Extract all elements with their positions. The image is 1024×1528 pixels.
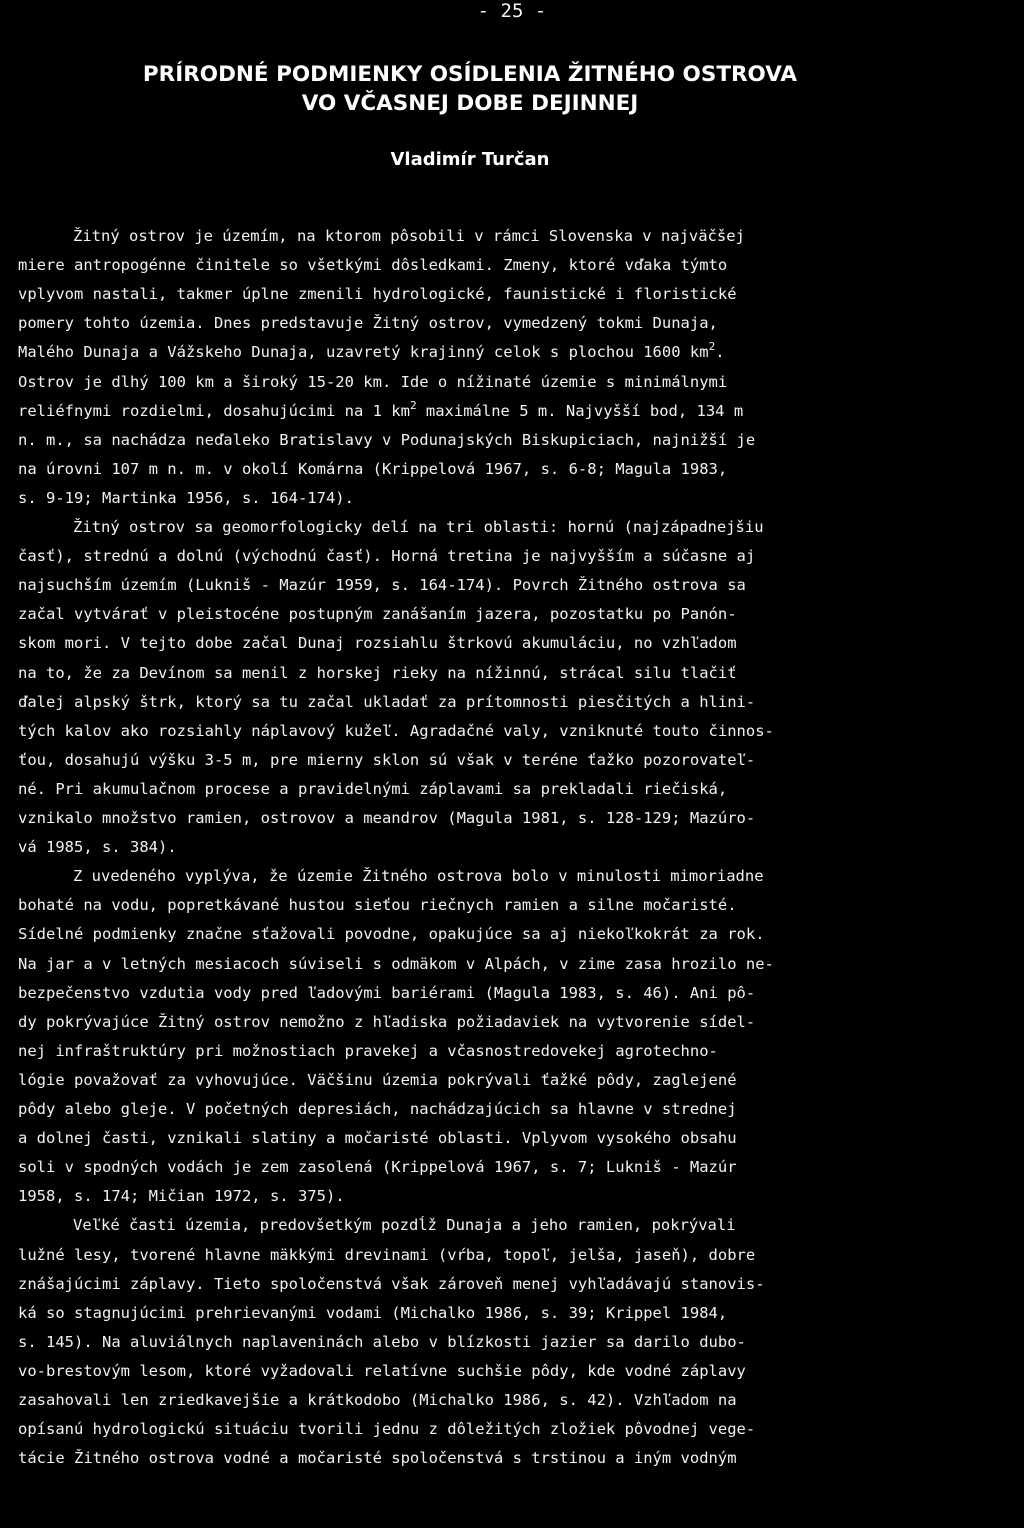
body-line-text: tácie Žitného ostrova vodné a močaristé spoločenstvá s trstinou a iným vodným <box>18 1449 737 1468</box>
superscript: 2 <box>708 340 716 354</box>
body-line-text: pomery tohto územia. Dnes predstavuje Žitný ostrov, vymedzený tokmi Dunaja, <box>18 314 718 333</box>
body-line-text: časť), strednú a dolnú (východnú časť). Horná tretina je najvyšším a súčasne aj <box>18 547 756 566</box>
body-line <box>73 1215 736 1235</box>
body-line-text: Malého Dunaja a Vážskeho Dunaja, uzavretý krajinný celok s plochou 1600 km <box>18 343 709 362</box>
body-line-text: začal vytvárať v pleistocéne postupným zanášaním jazera, pozostatku po Panón- <box>18 605 737 624</box>
body-line <box>18 342 725 362</box>
body-line <box>18 779 727 799</box>
page-number: - 25 - <box>477 0 547 22</box>
body-line <box>18 1070 737 1090</box>
body-line <box>73 517 764 537</box>
body-line-text: vo-brestovým lesom, ktoré vyžadovali relatívne suchšie pôdy, kde vodné záplavy <box>18 1361 746 1380</box>
body-line <box>18 1419 755 1439</box>
body-line <box>18 430 755 450</box>
body-line-text: ká so stagnujúcimi prehrievanými vodami (Michalko 1986, s. 39; Krippel 1984, <box>18 1303 728 1322</box>
body-line-text: ďalej alpský štrk, ktorý sa tu začal ukladať za prítomnosti piesčitých a hlini- <box>18 692 756 711</box>
body-line-text-continued: . <box>715 343 725 362</box>
body-line-text: bezpečenstvo vzdutia vody pred ľadovými bariérami (Magula 1983, s. 46). Ani pô- <box>18 983 756 1002</box>
body-line <box>18 837 177 857</box>
body-line <box>18 983 755 1003</box>
body-line <box>18 633 737 653</box>
body-line-text: opísanú hydrologickú situáciu tvorili jednu z dôležitých zložiek pôvodnej vege- <box>18 1420 756 1439</box>
author-name: Vladimír Turčan <box>390 149 550 170</box>
body-line-text: miere antropogénne činitele so všetkými dôsledkami. Zmeny, ktoré vďaka týmto <box>18 256 728 275</box>
body-line-text: Veľké časti územia, predovšetkým pozdĺž Dunaja a jeho ramien, pokrývali <box>73 1216 736 1235</box>
body-line <box>18 1361 746 1381</box>
body-line <box>18 1448 737 1468</box>
body-line <box>18 1303 727 1323</box>
body-line <box>18 372 727 392</box>
body-line-text: Sídelné podmienky značne sťažovali povodne, opakujúce sa aj niekoľkokrát za rok. <box>18 925 765 944</box>
body-line <box>18 1245 755 1265</box>
body-line-text: nej infraštruktúry pri možnostiach pravekej a včasnostredovekej agrotechno- <box>18 1041 718 1060</box>
body-line-text: Žitný ostrov sa geomorfologicky delí na tri oblasti: hornú (najzápadnejšiu <box>73 518 764 536</box>
body-line-text: tých kalov ako rozsiahly náplavový kužeľ. Agradačné valy, vzniknuté touto činnos- <box>18 721 774 740</box>
body-line <box>18 1099 737 1119</box>
body-line <box>18 808 755 828</box>
body-line <box>18 1390 737 1410</box>
body-line-text: soli v spodných vodách je zem zasolená (Krippelová 1967, s. 7; Lukniš - Mazúr <box>18 1158 737 1177</box>
body-line <box>18 1012 755 1032</box>
body-line <box>18 1128 737 1148</box>
body-line-text: na úrovni 107 m n. m. v okolí Komárna (Krippelová 1967, s. 6-8; Magula 1983, <box>18 459 728 478</box>
body-line <box>18 284 737 304</box>
body-line <box>18 575 746 595</box>
body-line-text: vplyvom nastali, takmer úplne zmenili hydrologické, faunistické i floristické <box>18 285 737 304</box>
body-line-text: bohaté na vodu, popretkávané hustou sieťou riečnych ramien a silne močaristé. <box>18 896 737 915</box>
body-line <box>18 721 774 741</box>
body-line-text: Žitný ostrov je územím, na ktorom pôsobili v rámci Slovenska v najväčšej <box>73 227 745 245</box>
body-line-text: najsuchším územím (Lukniš - Mazúr 1959, s. 164-174). Povrch Žitného ostrova sa <box>18 576 746 595</box>
body-line <box>18 313 718 333</box>
body-line-text: dy pokrývajúce Žitný ostrov nemožno z hľadiska požiadaviek na vytvorenie sídel- <box>18 1012 756 1031</box>
body-line <box>18 459 727 479</box>
body-line <box>18 1157 737 1177</box>
body-line-text: a dolnej časti, vznikali slatiny a močaristé oblasti. Vplyvom vysokého obsahu <box>18 1129 737 1148</box>
body-line-text: ťou, dosahujú výšku 3-5 m, pre mierny sklon sú však v teréne ťažko pozorovateľ- <box>18 750 756 769</box>
body-line-text: s. 145). Na aluviálnych naplaveninách alebo v blízkosti jazier sa darilo dubo- <box>18 1332 746 1351</box>
body-line-text: reliéfnymi rozdielmi, dosahujúcimi na 1 km <box>18 401 410 420</box>
body-line-text: Ostrov je dlhý 100 km a široký 15-20 km. Ide o nížinaté územie s minimálnymi <box>18 372 728 391</box>
body-line-text: lógie považovať za vyhovujúce. Väčšinu územia pokrývali ťažké pôdy, zaglejené <box>18 1070 737 1089</box>
title-line-2: VO VČASNEJ DOBE DEJINNEJ <box>301 91 639 116</box>
body-line-text: zasahovali len zriedkavejšie a krátkodobo (Michalko 1986, s. 42). Vzhľadom na <box>18 1391 737 1409</box>
body-line <box>18 954 774 974</box>
body-line <box>18 1041 718 1061</box>
body-line-text: lužné lesy, tvorené hlavne mäkkými drevinami (vŕba, topoľ, jelša, jaseň), dobre <box>18 1245 756 1264</box>
title-line-1: PRÍRODNÉ PODMIENKY OSÍDLENIA ŽITNÉHO OSTROVA <box>142 62 798 87</box>
body-line-text: s. 9-19; Martinka 1956, s. 164-174). <box>18 488 354 507</box>
body-line <box>18 692 755 712</box>
body-line <box>18 750 755 770</box>
body-line <box>18 663 737 683</box>
body-line <box>18 924 765 944</box>
body-line <box>18 1186 345 1206</box>
body-line-text: znášajúcimi záplavy. Tieto spoločenstvá však zároveň menej vyhľadávajú stanovis- <box>18 1274 765 1293</box>
body-line <box>18 1274 765 1294</box>
superscript: 2 <box>409 398 417 412</box>
body-line-text: skom mori. V tejto dobe začal Dunaj rozsiahlu štrkovú akumuláciu, no vzhľadom <box>18 634 737 653</box>
body-line-text: né. Pri akumulačnom procese a pravidelnými záplavami sa prekladali riečiská, <box>18 779 728 798</box>
body-line <box>73 866 764 886</box>
body-line <box>18 604 737 624</box>
body-line <box>18 398 744 421</box>
body-line <box>18 546 755 566</box>
body-line-text-continued: maximálne 5 m. Najvyšší bod, 134 m <box>416 401 744 420</box>
body-line <box>18 488 354 508</box>
body-line <box>18 255 727 275</box>
body-line <box>73 226 745 246</box>
body-line-text: vznikalo množstvo ramien, ostrovov a meandrov (Magula 1981, s. 128-129; Mazúro- <box>18 809 756 827</box>
body-line <box>18 895 737 915</box>
body-line-text: vá 1985, s. 384). <box>18 838 177 857</box>
body-line-text: 1958, s. 174; Mičian 1972, s. 375). <box>18 1187 345 1206</box>
body-line-text: pôdy alebo gleje. V početných depresiách, nachádzajúcich sa hlavne v strednej <box>18 1100 737 1118</box>
body-line-text: Z uvedeného vyplýva, že územie Žitného ostrova bolo v minulosti mimoriadne <box>73 867 764 886</box>
body-line <box>18 1332 746 1352</box>
body-line-text: Na jar a v letných mesiacoch súviseli s odmäkom v Alpách, v zime zasa hrozilo ne- <box>18 954 774 973</box>
body-line-text: n. m., sa nachádza neďaleko Bratislavy v Podunajských Biskupiciach, najnižší je <box>18 430 756 449</box>
body-line-text: na to, že za Devínom sa menil z horskej rieky na nížinnú, strácal silu tlačiť <box>18 663 737 682</box>
